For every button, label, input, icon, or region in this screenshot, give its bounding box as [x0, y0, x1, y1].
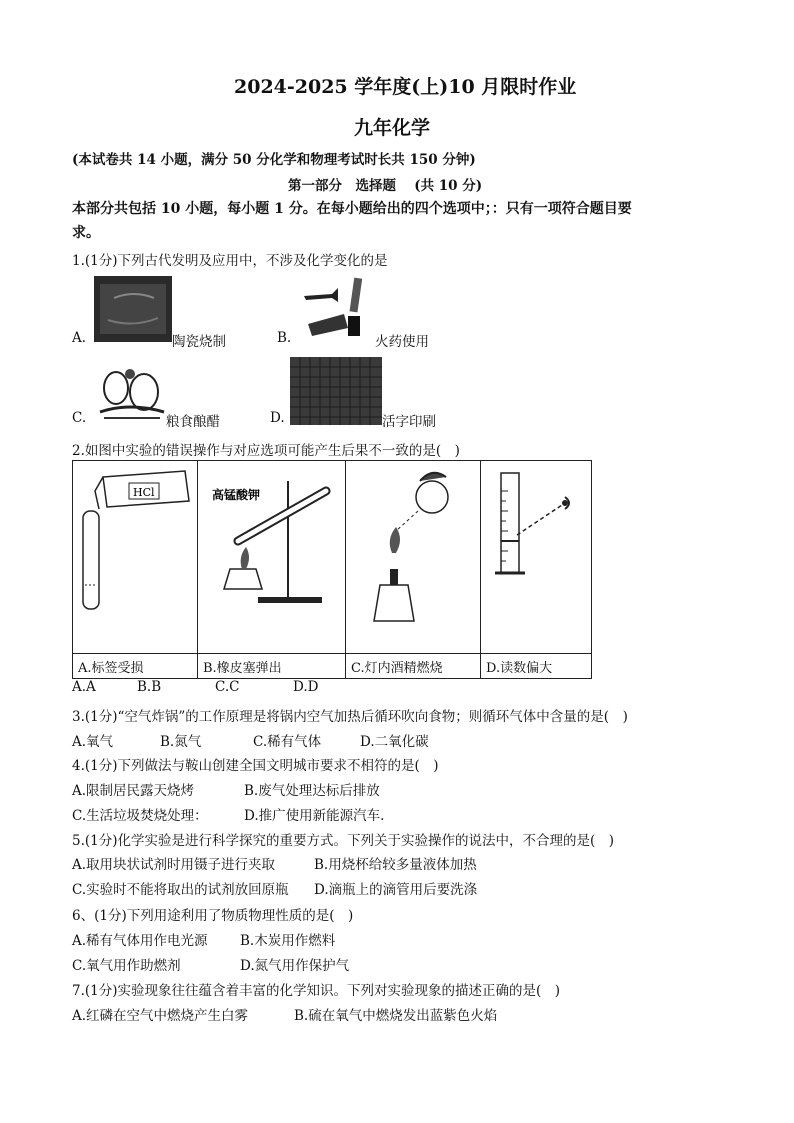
q4-option-a: A.限制居民露天烧烤: [72, 783, 195, 799]
figure-d-cell: [481, 461, 592, 654]
experiment-table: [72, 460, 592, 679]
q1-option-c-text: 粮食酿醋: [166, 414, 220, 430]
kmno4-label: 高锰酸钾: [212, 488, 261, 502]
q5-option-c: C.实验时不能将取出的试剂放回原瓶: [72, 882, 289, 898]
q2-answer-c: C.C: [215, 679, 240, 695]
caption-a: A.标签受损: [73, 654, 198, 679]
question-1-stem: 1.(1分)下列古代发明及应用中，不涉及化学变化的是: [72, 253, 388, 269]
pouring-acid-figure: [73, 461, 197, 649]
q3-option-d: D.二氧化碳: [360, 734, 429, 750]
pottery-image: [94, 276, 172, 342]
instructions: 本部分共包括 10 小题，每小题 1 分。在每小题给出的四个选项中；：只有一项符合题目要: [72, 201, 632, 217]
q6-option-c: C.氧气用作助燃剂: [72, 958, 181, 974]
q2-answer-a: A.A: [72, 679, 96, 695]
q3-option-c: C.稀有气体: [253, 734, 322, 750]
figure-c-cell: [346, 461, 481, 654]
question-3-stem: 3.(1分)“空气炸锅”的工作原理是将锅内空气加热后循环吹向食物；则循环气体中含量的是( ): [72, 709, 628, 725]
q1-option-a-text: 陶瓷烧制: [172, 334, 226, 350]
q2-answer-b: B.B: [137, 679, 162, 695]
q3-option-a: A.氧气: [72, 734, 114, 750]
question-5-stem: 5.(1分)化学实验是进行科学探究的重要方式。下列关于实验操作的说法中，不合理的是( ): [72, 833, 615, 849]
q2-answer-d: D.D: [293, 679, 319, 695]
blowing-lamp-figure: [346, 461, 480, 649]
exam-title: 2024-2025 学年度(上)10 月限时作业: [234, 76, 577, 98]
question-6-stem: 6、(1分)下列用途利用了物质物理性质的是( ): [72, 908, 354, 924]
question-4-stem: 4.(1分)下列做法与鞍山创建全国文明城市要求不相符的是( ): [72, 758, 439, 774]
question-7-stem: 7.(1分)实验现象往往蕴含着丰富的化学知识。下列对实验现象的描述正确的是( ): [72, 983, 561, 999]
exam-note: (本试卷共 14 小题，满分 50 分化学和物理考试时长共 150 分钟): [72, 152, 476, 168]
q1-option-a-letter: A.: [72, 330, 87, 346]
exam-subtitle: 九年化学: [354, 117, 431, 139]
q1-option-d-letter: D.: [270, 410, 285, 426]
q1-option-d-text: 活字印刷: [382, 414, 436, 430]
figure-a-cell: [73, 461, 198, 654]
q1-option-b-letter: B.: [277, 330, 292, 346]
figure-b-cell: [198, 461, 346, 654]
q4-option-c: C.生活垃圾焚烧处理：: [72, 808, 208, 824]
q3-option-b: B.氮气: [160, 734, 202, 750]
q6-option-a: A.稀有气体用作电光源: [72, 933, 208, 949]
q5-option-a: A.取用块状试剂时用镊子进行夹取: [72, 857, 276, 873]
caption-d: D.读数偏大: [481, 654, 592, 679]
q5-option-b: B.用烧杯给较多量液体加热: [314, 857, 477, 873]
reading-cylinder-figure: [481, 461, 591, 649]
heating-kmno4-figure: [198, 461, 345, 649]
movable-type-image: [290, 357, 382, 425]
section-heading: 第一部分 选择题 (共 10 分): [288, 178, 483, 194]
caption-b: B.橡皮塞弹出: [198, 654, 346, 679]
gunpowder-image: [298, 274, 374, 342]
q7-option-b: B.硫在氧气中燃烧发出蓝紫色火焰: [294, 1008, 498, 1024]
caption-c: C.灯内酒精燃烧: [346, 654, 481, 679]
q1-option-c-letter: C.: [72, 410, 87, 426]
q1-option-b-text: 火药使用: [375, 334, 429, 350]
hcl-label: HCl: [133, 486, 155, 499]
vinegar-brewing-image: [96, 362, 168, 422]
question-2-stem: 2.如图中实验的错误操作与对应选项可能产生后果不一致的是( ): [72, 443, 460, 459]
q6-option-d: D.氮气用作保护气: [240, 958, 350, 974]
q4-option-d: D.推广使用新能源汽车.: [244, 808, 385, 824]
q5-option-d: D.滴瓶上的滴管用后要洗涤: [314, 882, 478, 898]
q6-option-b: B.木炭用作燃料: [240, 933, 336, 949]
q4-option-b: B.废气处理达标后排放: [244, 783, 380, 799]
instructions-cont: 求。: [72, 225, 100, 241]
q7-option-a: A.红磷在空气中燃烧产生白雾: [72, 1008, 249, 1024]
